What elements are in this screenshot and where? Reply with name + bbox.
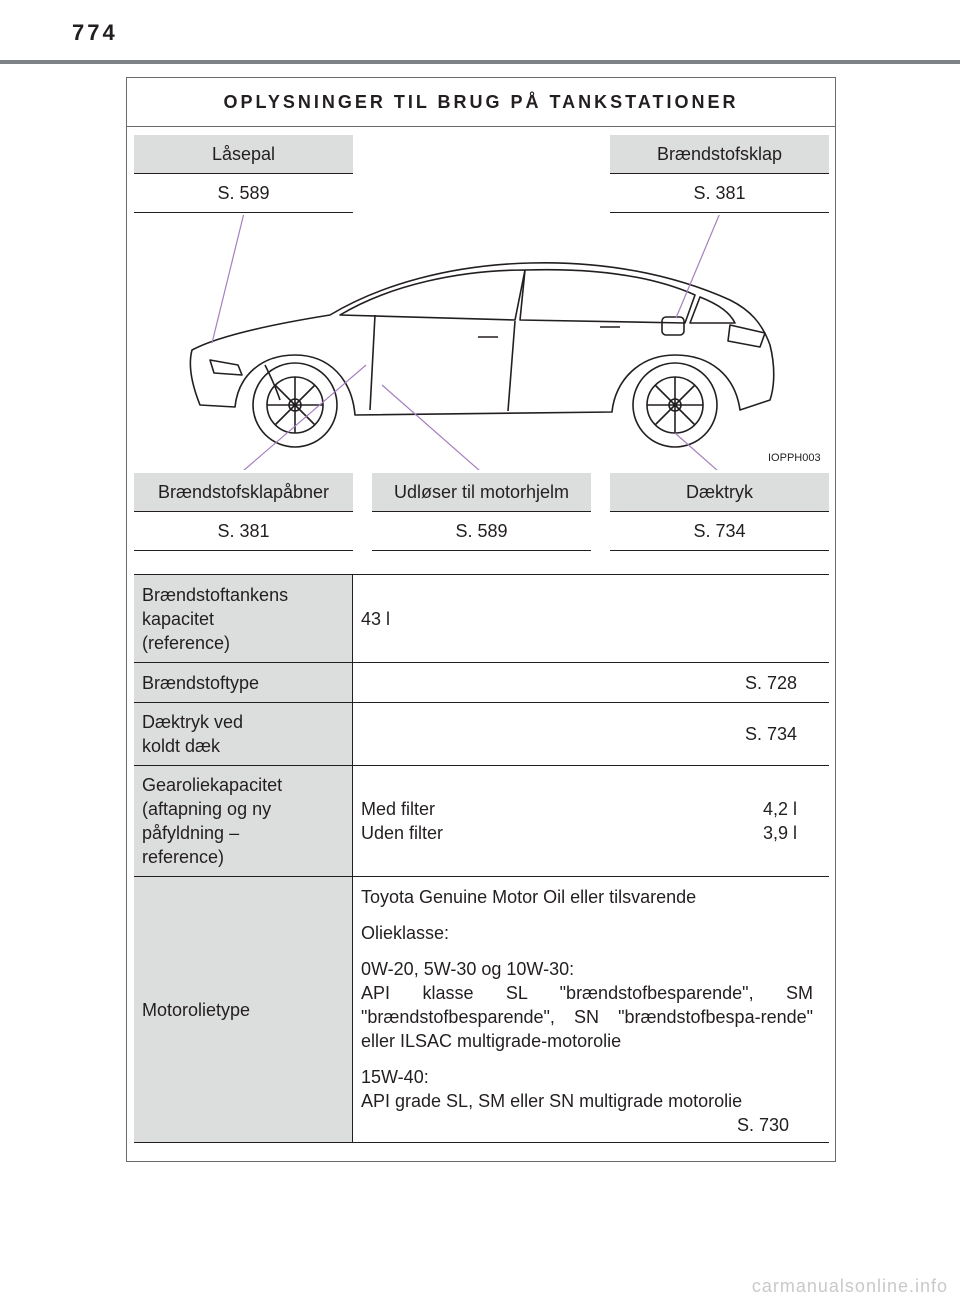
oil-viscosity-b: 15W-40:	[361, 1067, 429, 1087]
fuel-type-page: S. 728	[744, 672, 797, 693]
callout-fuel-door-opener-page: S. 381	[134, 512, 353, 551]
oil-type-value	[353, 877, 829, 1142]
cold-tire-label	[134, 703, 353, 765]
page-number: 774	[72, 20, 118, 45]
label-line: (reference)	[142, 632, 231, 653]
without-filter-label: Uden filter	[361, 823, 444, 843]
callout-tire-pressure-page: S. 734	[610, 512, 829, 551]
without-filter-row	[361, 821, 821, 845]
without-filter-value: 3,9 l	[762, 823, 797, 843]
table-row	[134, 877, 829, 1143]
label-line: Brændstoftankens	[142, 584, 289, 605]
callout-fuel-door-page: S. 381	[610, 174, 829, 213]
label-line: reference)	[142, 847, 225, 867]
watermark: carmanualsonline.info	[751, 1276, 948, 1296]
with-filter-row	[361, 797, 821, 821]
callout-fuel-door-opener-label: Brændstofsklapåbner	[134, 473, 353, 512]
callout-hood-release-label: Udløser til motorhjelm	[372, 473, 591, 512]
callout-locking-lever-label: Låsepal	[134, 135, 353, 174]
with-filter-value: 4,2 l	[762, 799, 797, 819]
oil-capacity-value	[353, 766, 829, 876]
table-row	[134, 766, 829, 877]
oil-spec-b: API grade SL, SM eller SN multigrade motorolie	[361, 1091, 743, 1111]
label-line: kapacitet	[142, 608, 215, 629]
oil-type-label: Motorolietype	[134, 877, 353, 1142]
header-rule	[0, 60, 960, 64]
callout-fuel-door-label: Brændstofsklap	[610, 135, 829, 174]
callout-locking-lever-page: S. 589	[134, 174, 353, 213]
image-code: IOPPH003	[768, 452, 821, 464]
cold-tire-value	[353, 703, 829, 765]
fuel-type-label: Brændstoftype	[134, 663, 353, 702]
label-line: påfyldning –	[142, 823, 240, 843]
oil-class-heading: Olieklasse:	[361, 923, 450, 943]
label-line: Dæktryk ved	[142, 712, 244, 732]
with-filter-label: Med filter	[361, 799, 436, 819]
tank-capacity-label	[134, 575, 353, 662]
table-row	[134, 575, 829, 663]
callout-tire-pressure-label: Dæktryk	[610, 473, 829, 512]
label-line: koldt dæk	[142, 736, 221, 756]
oil-spec-a: API klasse SL "brændstofbesparende", SM "brændstofbesparende", SN "brændstofbespa-rende" eller ILSAC multigrade-motorolie	[361, 983, 813, 1051]
callout-hood-release-page: S. 589	[372, 512, 591, 551]
table-row	[134, 663, 829, 703]
label-line: Gearoliekapacitet	[142, 775, 283, 795]
spec-table	[134, 574, 829, 1143]
tank-capacity-value: 43 l	[361, 608, 391, 629]
oil-type-page: S. 730	[736, 1115, 789, 1135]
table-row	[134, 703, 829, 766]
fuel-type-value	[353, 663, 829, 702]
cold-tire-page: S. 734	[744, 724, 797, 744]
car-illustration	[130, 215, 830, 470]
oil-capacity-label	[134, 766, 353, 876]
oil-viscosity-a: 0W-20, 5W-30 og 10W-30:	[361, 959, 575, 979]
box-title: OPLYSNINGER TIL BRUG PÅ TANKSTATIONER	[127, 78, 835, 127]
oil-brand-text: Toyota Genuine Motor Oil eller tilsvarende	[361, 887, 697, 907]
label-line: (aftapning og ny	[142, 799, 272, 819]
